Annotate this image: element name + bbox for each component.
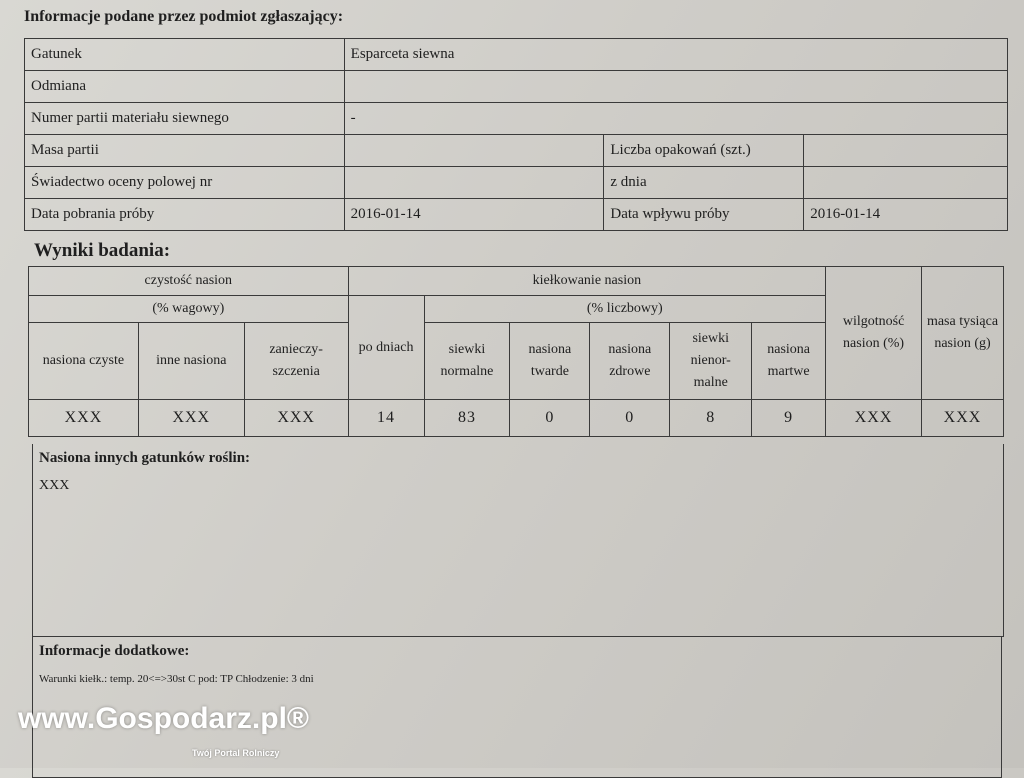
field-value-certificate	[344, 167, 604, 199]
field-value-certificate-date	[804, 167, 1008, 199]
pure-seeds-value: XXX	[29, 400, 139, 437]
field-value-variety	[344, 71, 1007, 103]
normal-seedlings-header: siewki normalne	[424, 323, 510, 400]
abnormal-seedlings-header: siewki nienor- malne	[670, 323, 752, 400]
other-seeds-header: inne nasiona	[138, 323, 244, 400]
tsw-header: masa tysiąca nasion (g)	[922, 267, 1004, 400]
moisture-value: XXX	[826, 400, 922, 437]
days-header: po dniach	[348, 296, 424, 400]
field-label-package-count: Liczba opakowań (szt.)	[604, 135, 804, 167]
other-seeds-value: XXX	[138, 400, 244, 437]
field-label-certificate: Świadectwo oceny polowej nr	[25, 167, 345, 199]
moisture-header: wilgotność nasion (%)	[826, 267, 922, 400]
field-value-arrival-date: 2016-01-14	[804, 199, 1008, 231]
table-row	[25, 135, 1008, 167]
healthy-seeds-value: 0	[590, 400, 670, 437]
table-row	[25, 71, 1008, 103]
other-species-value: XXX	[39, 478, 70, 493]
purity-title: czystość nasion	[29, 267, 349, 296]
hard-seeds-header: nasiona twarde	[510, 323, 590, 400]
field-label-variety: Odmiana	[25, 71, 345, 103]
field-value-lot-number: -	[344, 103, 1007, 135]
field-value-species: Esparceta siewna	[344, 39, 1007, 71]
watermark-logo: www.Gospodarz.pl®	[18, 702, 310, 735]
table-row	[25, 39, 1008, 71]
tsw-value: XXX	[922, 400, 1004, 437]
purity-unit: (% wagowy)	[29, 296, 349, 323]
field-value-lot-mass	[344, 135, 604, 167]
impurities-value: XXX	[244, 400, 348, 437]
submitter-info-table	[24, 38, 1008, 231]
field-value-sampling-date: 2016-01-14	[344, 199, 604, 231]
field-label-lot-mass: Masa partii	[25, 135, 345, 167]
results-title: Wyniki badania:	[34, 240, 171, 261]
abnormal-seedlings-value: 8	[670, 400, 752, 437]
normal-seedlings-value: 83	[424, 400, 510, 437]
pure-seeds-header: nasiona czyste	[29, 323, 139, 400]
field-label-species: Gatunek	[25, 39, 345, 71]
additional-info-label: Informacje dodatkowe:	[39, 643, 190, 659]
field-label-certificate-date: z dnia	[604, 167, 804, 199]
other-species-label: Nasiona innych gatunków roślin:	[39, 450, 251, 466]
other-species-box	[32, 444, 1004, 637]
field-label-arrival-date: Data wpływu próby	[604, 199, 804, 231]
field-label-sampling-date: Data pobrania próby	[25, 199, 345, 231]
dead-seeds-header: nasiona martwe	[752, 323, 826, 400]
table-row	[25, 103, 1008, 135]
table-row	[29, 400, 1004, 437]
hard-seeds-value: 0	[510, 400, 590, 437]
germination-title: kiełkowanie nasion	[348, 267, 826, 296]
watermark-tagline: Twój Portal Rolniczy	[192, 748, 280, 758]
impurities-header: zanieczy- szczenia	[244, 323, 348, 400]
field-value-package-count	[804, 135, 1008, 167]
germination-unit: (% liczbowy)	[424, 296, 826, 323]
page-title: Informacje podane przez podmiot zgłaszający:	[24, 8, 344, 25]
field-label-lot-number: Numer partii materiału siewnego	[25, 103, 345, 135]
results-table	[28, 266, 1004, 437]
table-header-row	[29, 267, 1004, 296]
healthy-seeds-header: nasiona zdrowe	[590, 323, 670, 400]
additional-info-value: Warunki kiełk.: temp. 20<=>30st C pod: TP Chłodzenie: 3 dni	[39, 673, 314, 685]
table-row	[25, 199, 1008, 231]
dead-seeds-value: 9	[752, 400, 826, 437]
table-row	[25, 167, 1008, 199]
days-value: 14	[348, 400, 424, 437]
